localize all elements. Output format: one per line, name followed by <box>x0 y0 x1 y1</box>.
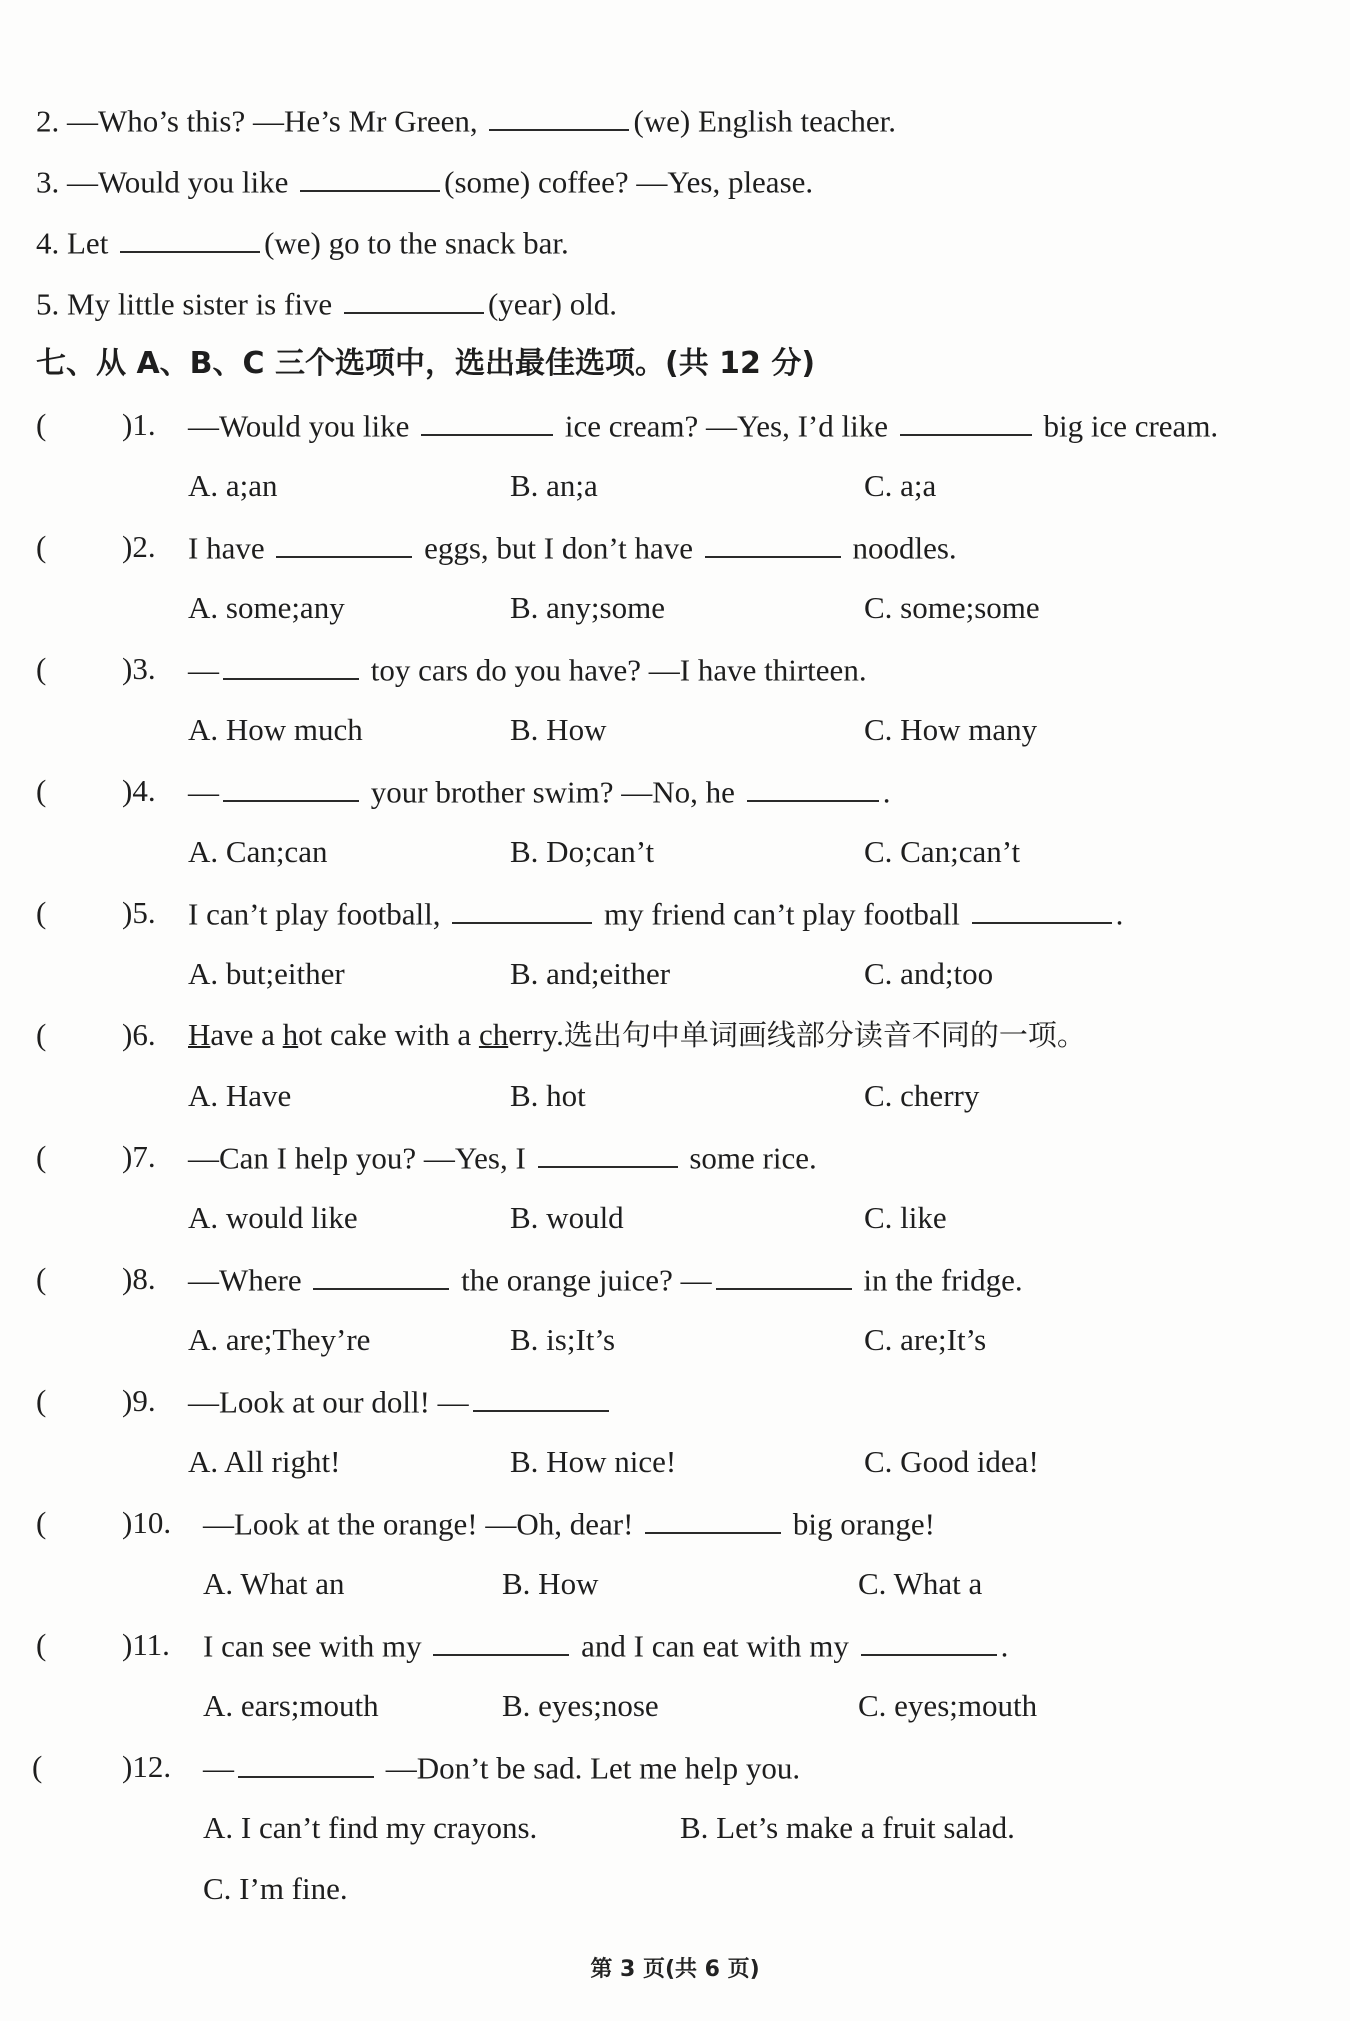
answer-blank[interactable] <box>452 893 592 924</box>
answer-blank[interactable] <box>238 1747 374 1778</box>
item-hint: (we) English teacher. <box>633 103 896 139</box>
question-number: )2. <box>122 529 156 564</box>
question-text: big ice cream. <box>1043 408 1219 444</box>
option-b[interactable]: B. How <box>510 712 607 747</box>
question-text: —Look at our doll! — <box>188 1384 469 1420</box>
option-c[interactable]: C. eyes;mouth <box>858 1688 1038 1723</box>
option-c[interactable]: C. What a <box>858 1566 983 1601</box>
answer-blank[interactable] <box>900 405 1032 436</box>
fill-item-3 <box>36 161 1350 202</box>
option-a[interactable]: A. What an <box>203 1566 345 1601</box>
question-number: )5. <box>122 895 156 930</box>
option-c[interactable]: C. I’m fine. <box>203 1871 348 1906</box>
answer-blank[interactable] <box>120 222 260 253</box>
question-text: ave a <box>210 1017 283 1052</box>
answer-blank[interactable] <box>972 893 1112 924</box>
answer-blank[interactable] <box>421 405 553 436</box>
question-text: —Look at the orange! —Oh, dear! <box>203 1506 634 1542</box>
question-text: —Would you like <box>188 408 410 444</box>
option-b[interactable]: B. eyes;nose <box>502 1688 659 1723</box>
fill-item-5 <box>36 283 1350 324</box>
question-number: )3. <box>122 651 156 686</box>
question-number: )7. <box>122 1139 156 1174</box>
option-b[interactable]: B. How <box>502 1566 599 1601</box>
answer-blank[interactable] <box>747 771 879 802</box>
section-title: 七、从 A、B、C 三个选项中，选出最佳选项。(共 12 分) <box>36 346 816 381</box>
question-text: your brother swim? —No, he <box>370 774 735 810</box>
item-number: 5. <box>36 286 60 322</box>
question-number: )8. <box>122 1261 156 1296</box>
underlined-letters: h <box>282 1017 299 1052</box>
option-a[interactable]: A. All right! <box>188 1444 341 1479</box>
option-c[interactable]: C. cherry <box>864 1078 980 1113</box>
question-text: —Can I help you? —Yes, I <box>188 1140 526 1176</box>
question-text: . <box>882 774 891 810</box>
item-hint: (some) coffee? —Yes, please. <box>444 164 814 200</box>
answer-blank[interactable] <box>473 1381 609 1412</box>
answer-paren[interactable]: ( <box>36 1383 47 1418</box>
option-a[interactable]: A. but;either <box>188 956 345 991</box>
underlined-letters: H <box>188 1017 211 1052</box>
option-a[interactable]: A. Can;can <box>188 834 328 869</box>
item-hint: (year) old. <box>487 286 618 322</box>
question-text: toy cars do you have? —I have thirteen. <box>370 652 867 688</box>
question-text: noodles. <box>852 530 957 566</box>
item-number: 4. <box>36 225 60 261</box>
option-b[interactable]: B. Do;can’t <box>510 834 655 869</box>
option-b[interactable]: B. any;some <box>510 590 665 625</box>
option-c[interactable]: C. and;too <box>864 956 994 991</box>
answer-blank[interactable] <box>645 1503 781 1534</box>
option-a[interactable]: A. are;They’re <box>188 1322 371 1357</box>
answer-blank[interactable] <box>300 161 440 192</box>
answer-paren[interactable]: ( <box>36 529 47 564</box>
question-text: ice cream? —Yes, I’d like <box>564 408 888 444</box>
answer-blank[interactable] <box>313 1259 449 1290</box>
question-text: — <box>188 774 219 810</box>
question-number: )4. <box>122 773 156 808</box>
item-text: —Who’s this? —He’s Mr Green, <box>67 103 478 139</box>
answer-paren[interactable]: ( <box>36 1505 47 1540</box>
option-a[interactable]: A. some;any <box>188 590 345 625</box>
fill-item-2 <box>36 100 1350 141</box>
question-text: my friend can’t play football <box>604 896 960 932</box>
option-c[interactable]: C. some;some <box>864 590 1040 625</box>
option-a[interactable]: A. Have <box>188 1078 292 1113</box>
option-a[interactable]: A. would like <box>188 1200 358 1235</box>
item-text: —Would you like <box>67 164 289 200</box>
answer-blank[interactable] <box>705 527 841 558</box>
option-c[interactable]: C. a;a <box>864 468 937 503</box>
question-text: ot cake with a <box>298 1017 479 1052</box>
question-text: — <box>203 1750 234 1786</box>
option-a[interactable]: A. How much <box>188 712 363 747</box>
question-text: —Where <box>188 1262 302 1298</box>
question-text: I can’t play football, <box>188 896 441 932</box>
question-number: )1. <box>122 407 156 442</box>
question-text: some rice. <box>689 1140 817 1176</box>
answer-paren[interactable]: ( <box>36 1017 47 1052</box>
question-text: in the fridge. <box>863 1262 1023 1298</box>
question-number: )11. <box>122 1627 170 1662</box>
answer-blank[interactable] <box>223 771 359 802</box>
answer-paren[interactable]: ( <box>32 1749 43 1784</box>
answer-blank[interactable] <box>716 1259 852 1290</box>
item-text: My little sister is five <box>67 286 333 322</box>
question-text: eggs, but I don’t have <box>424 530 693 566</box>
underlined-letters: ch <box>478 1017 509 1052</box>
option-c[interactable]: C. Can;can’t <box>864 834 1021 869</box>
question-text: and I can eat with my <box>581 1628 849 1664</box>
answer-paren[interactable]: ( <box>36 773 47 808</box>
option-a[interactable]: A. ears;mouth <box>203 1688 379 1723</box>
option-b[interactable]: B. is;It’s <box>510 1322 616 1357</box>
option-b[interactable]: B. an;a <box>510 468 598 503</box>
answer-blank[interactable] <box>538 1137 678 1168</box>
question-text: the orange juice? — <box>461 1262 712 1298</box>
question-text: I have <box>188 530 265 566</box>
question-text: — <box>188 652 219 688</box>
answer-paren[interactable]: ( <box>36 895 47 930</box>
option-c[interactable]: C. are;It’s <box>864 1322 987 1357</box>
answer-blank[interactable] <box>344 283 484 314</box>
answer-blank[interactable] <box>433 1625 569 1656</box>
option-b[interactable]: B. would <box>510 1200 624 1235</box>
question-text: . <box>1115 896 1124 932</box>
answer-blank[interactable] <box>276 527 412 558</box>
question-number: )6. <box>122 1017 156 1052</box>
answer-paren[interactable]: ( <box>36 1627 47 1662</box>
question-text: I can see with my <box>203 1628 422 1664</box>
question-number: )9. <box>122 1383 156 1418</box>
item-text: Let <box>67 225 109 261</box>
item-number: 3. <box>36 164 60 200</box>
question-text: . <box>1000 1628 1009 1664</box>
option-c[interactable]: C. like <box>864 1200 947 1235</box>
fill-item-4 <box>36 222 1350 263</box>
question-number: )10. <box>122 1505 172 1540</box>
answer-blank[interactable] <box>861 1625 997 1656</box>
answer-paren[interactable]: ( <box>36 407 47 442</box>
item-number: 2. <box>36 103 60 139</box>
option-b[interactable]: B. and;either <box>510 956 671 991</box>
option-c[interactable]: C. Good idea! <box>864 1444 1039 1479</box>
option-b[interactable]: B. Let’s make a fruit salad. <box>680 1810 1015 1845</box>
question-text: big orange! <box>792 1506 935 1542</box>
question-text: erry. <box>508 1017 564 1052</box>
answer-paren[interactable]: ( <box>36 1139 47 1174</box>
item-hint: (we) go to the snack bar. <box>264 225 569 261</box>
question-instruction: 选出句中单词画线部分读音不同的一项。 <box>563 1018 1086 1052</box>
option-c[interactable]: C. How many <box>864 712 1038 747</box>
option-b[interactable]: B. How nice! <box>510 1444 677 1479</box>
question-number: )12. <box>122 1749 172 1784</box>
answer-paren[interactable]: ( <box>36 651 47 686</box>
question-text: —Don’t be sad. Let me help you. <box>385 1750 801 1786</box>
page-footer: 第 3 页(共 6 页) <box>590 1957 760 1982</box>
option-a[interactable]: A. I can’t find my crayons. <box>203 1810 538 1845</box>
answer-blank[interactable] <box>223 649 359 680</box>
option-a[interactable]: A. a;an <box>188 468 278 503</box>
option-b[interactable]: B. hot <box>510 1078 586 1113</box>
answer-blank[interactable] <box>489 100 629 131</box>
answer-paren[interactable]: ( <box>36 1261 47 1296</box>
